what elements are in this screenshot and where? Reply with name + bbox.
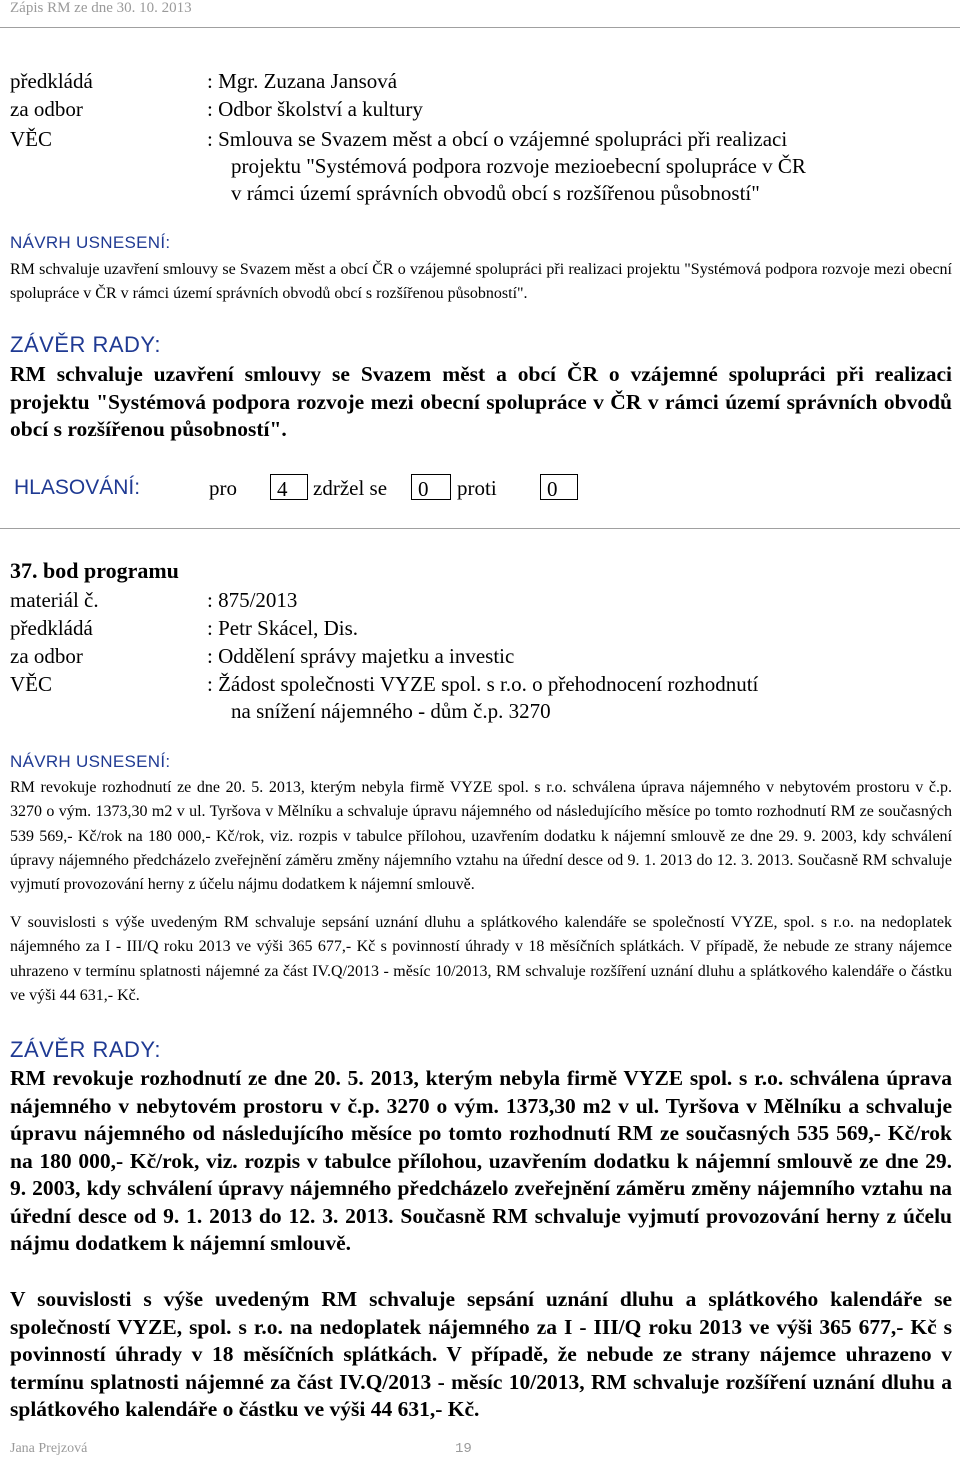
voting-proti-label: proti — [457, 476, 497, 500]
navrh-usneseni-text-2: RM revokuje rozhodnutí ze dne 20. 5. 2013, kterým nebyla firmě VYZE spol. s r.o. schválena úprava nájemného v nebytovém prostoru v č.p. 3270 o vým. 1373,30 m2 v ul. Tyršova v Mělníku a schvaluje úpravu nájemného od následujícího měsíce po tomto rozhodnutí RM ze současných 539 569,- Kč/rok na 180 000,- Kč/rok, viz. rozpis v tabulce přílohou, uzavřením dodatku k nájemní smlouvě ze dne 29. 9. 2003, kdy schválení úpravy nájemného předcházelo zveřejnění záměru změny nájemního vztahu na úřední desce od 9. 1. 2013 do 12. 3. 2013. Současně RM schvaluje vyjmutí provozování herny z účelu nájmu dodatkem k nájemní smlouvě. — [10, 779, 952, 894]
vec-value-line2: projektu "Systémová podpora rozvoje mezioebecní spolupráce v ČR — [231, 154, 806, 178]
vec-label: VĚC — [10, 127, 52, 151]
vec-value-line1: : Žádost společnosti VYZE spol. s r.o. o přehodnocení rozhodnutí — [207, 672, 759, 696]
voting-pro-value: 4 — [270, 474, 308, 500]
predklada-label: předkládá — [10, 616, 93, 640]
bod-programu-title: 37. bod programu — [10, 558, 179, 583]
section-divider — [0, 528, 960, 529]
odbor-value: : Odbor školství a kultury — [207, 97, 423, 121]
predklada-value: : Mgr. Zuzana Jansová — [207, 69, 398, 93]
voting-pro-label: pro — [209, 476, 237, 500]
material-value: : 875/2013 — [207, 588, 298, 612]
predklada-label: předkládá — [10, 69, 93, 93]
vec-value-line3: v rámci území správních obvodů obcí s rozšířenou působností" — [231, 181, 760, 205]
page-header-title: Zápis RM ze dne 30. 10. 2013 — [10, 0, 192, 16]
vec-value-line1: : Smlouva se Svazem měst a obcí o vzájemné spolupráci při realizaci — [207, 127, 788, 151]
predklada-value: : Petr Skácel, Dis. — [207, 616, 359, 640]
navrh-usneseni-text: RM schvaluje uzavření smlouvy se Svazem měst a obcí ČR o vzájemné spolupráci při realizaci projektu "Systémová podpora rozvoje mezi obecní spolupráce v ČR v rámci území správních obvodů obcí s rozšířenou působností". — [10, 261, 952, 303]
odbor-value: : Oddělení správy majetku a investic — [207, 644, 515, 668]
zaver-rady-text-2: RM revokuje rozhodnutí ze dne 20. 5. 2013, kterým nebyla firmě VYZE spol. s r.o. schválena úprava nájemného v nebytovém prostoru v č.p. 3270 o vým. 1373,30 m2 v ul. Tyršova v Mělníku a schvaluje úpravu nájemného od následujícího měsíce po tomto rozhodnutí RM ze současných 535 569,- Kč/rok na 180 000,- Kč/rok, viz. rozpis v tabulce přílohou, uzavřením dodatku k nájemní smlouvě ze dne 29. 9. 2003, kdy schválení úpravy nájemného předcházelo zveřejnění záměru změny nájemního vztahu na úřední desce od 9. 1. 2013 do 12. 3. 2013. Současně RM schvaluje vyjmutí provozování herny z účelu nájmu dodatkem k nájemní smlouvě. — [10, 1066, 952, 1255]
zaver-rady-label-2: ZÁVĚR RADY: — [10, 1037, 161, 1062]
zaver-rady-text: RM schvaluje uzavření smlouvy se Svazem měst a obcí ČR o vzájemné spolupráci při realizaci projektu "Systémová podpora rozvoje mezi obecní spolupráce v ČR v rámci území správních obvodů obcí s rozšířenou působností". — [10, 362, 952, 441]
navrh-usneseni-text-2b: V souvislosti s výše uvedeným RM schvaluje sepsání uznání dluhu a splátkového kalendáře se společností VYZE, spol. s r.o. na nedoplatek nájemného za I - III/Q roku 2013 ve výši 365 677,- Kč s povinností úhrady v 18 měsíčních splátkách. V případě, že nebude ze strany nájemce uhrazeno v termínu splatnosti nájemné za část IV.Q/2013 - měsíc 10/2013, RM schvaluje rozšíření uznání dluhu a splátkového kalendáře o částku ve výši 44 631,- Kč. — [10, 914, 952, 1004]
footer-author: Jana Prejzová — [10, 1441, 88, 1456]
navrh-usneseni-label: NÁVRH USNESENÍ: — [10, 233, 171, 252]
vec-label: VĚC — [10, 672, 52, 696]
odbor-label: za odbor — [10, 644, 83, 668]
material-label: materiál č. — [10, 588, 99, 612]
header-divider — [0, 27, 960, 28]
navrh-usneseni-label-2: NÁVRH USNESENÍ: — [10, 752, 171, 771]
zaver-rady-label: ZÁVĚR RADY: — [10, 332, 161, 357]
footer-page-number: 19 — [455, 1441, 472, 1457]
voting-proti-value: 0 — [540, 474, 578, 500]
zaver-rady-text-2b: V souvislosti s výše uvedeným RM schvaluje sepsání uznání dluhu a splátkového kalendáře se společností VYZE, spol. s r.o. na nedoplatek nájemného za I - III/Q roku 2013 ve výši 365 677,- Kč s povinností úhrady v 18 měsíčních splátkách. V případě, že nebude ze strany nájemce uhrazeno v termínu splatnosti nájemné za část IV.Q/2013 - měsíc 10/2013, RM schvaluje rozšíření uznání dluhu a splátkového kalendáře o částku ve výši 44 631,- Kč. — [10, 1287, 952, 1421]
vec-value-line2: na snížení nájemného - dům č.p. 3270 — [231, 699, 551, 723]
odbor-label: za odbor — [10, 97, 83, 121]
voting-zdrzel-label: zdržel se — [313, 476, 388, 500]
voting-label: HLASOVÁNÍ: — [14, 476, 141, 499]
voting-zdrzel-value: 0 — [411, 474, 451, 500]
